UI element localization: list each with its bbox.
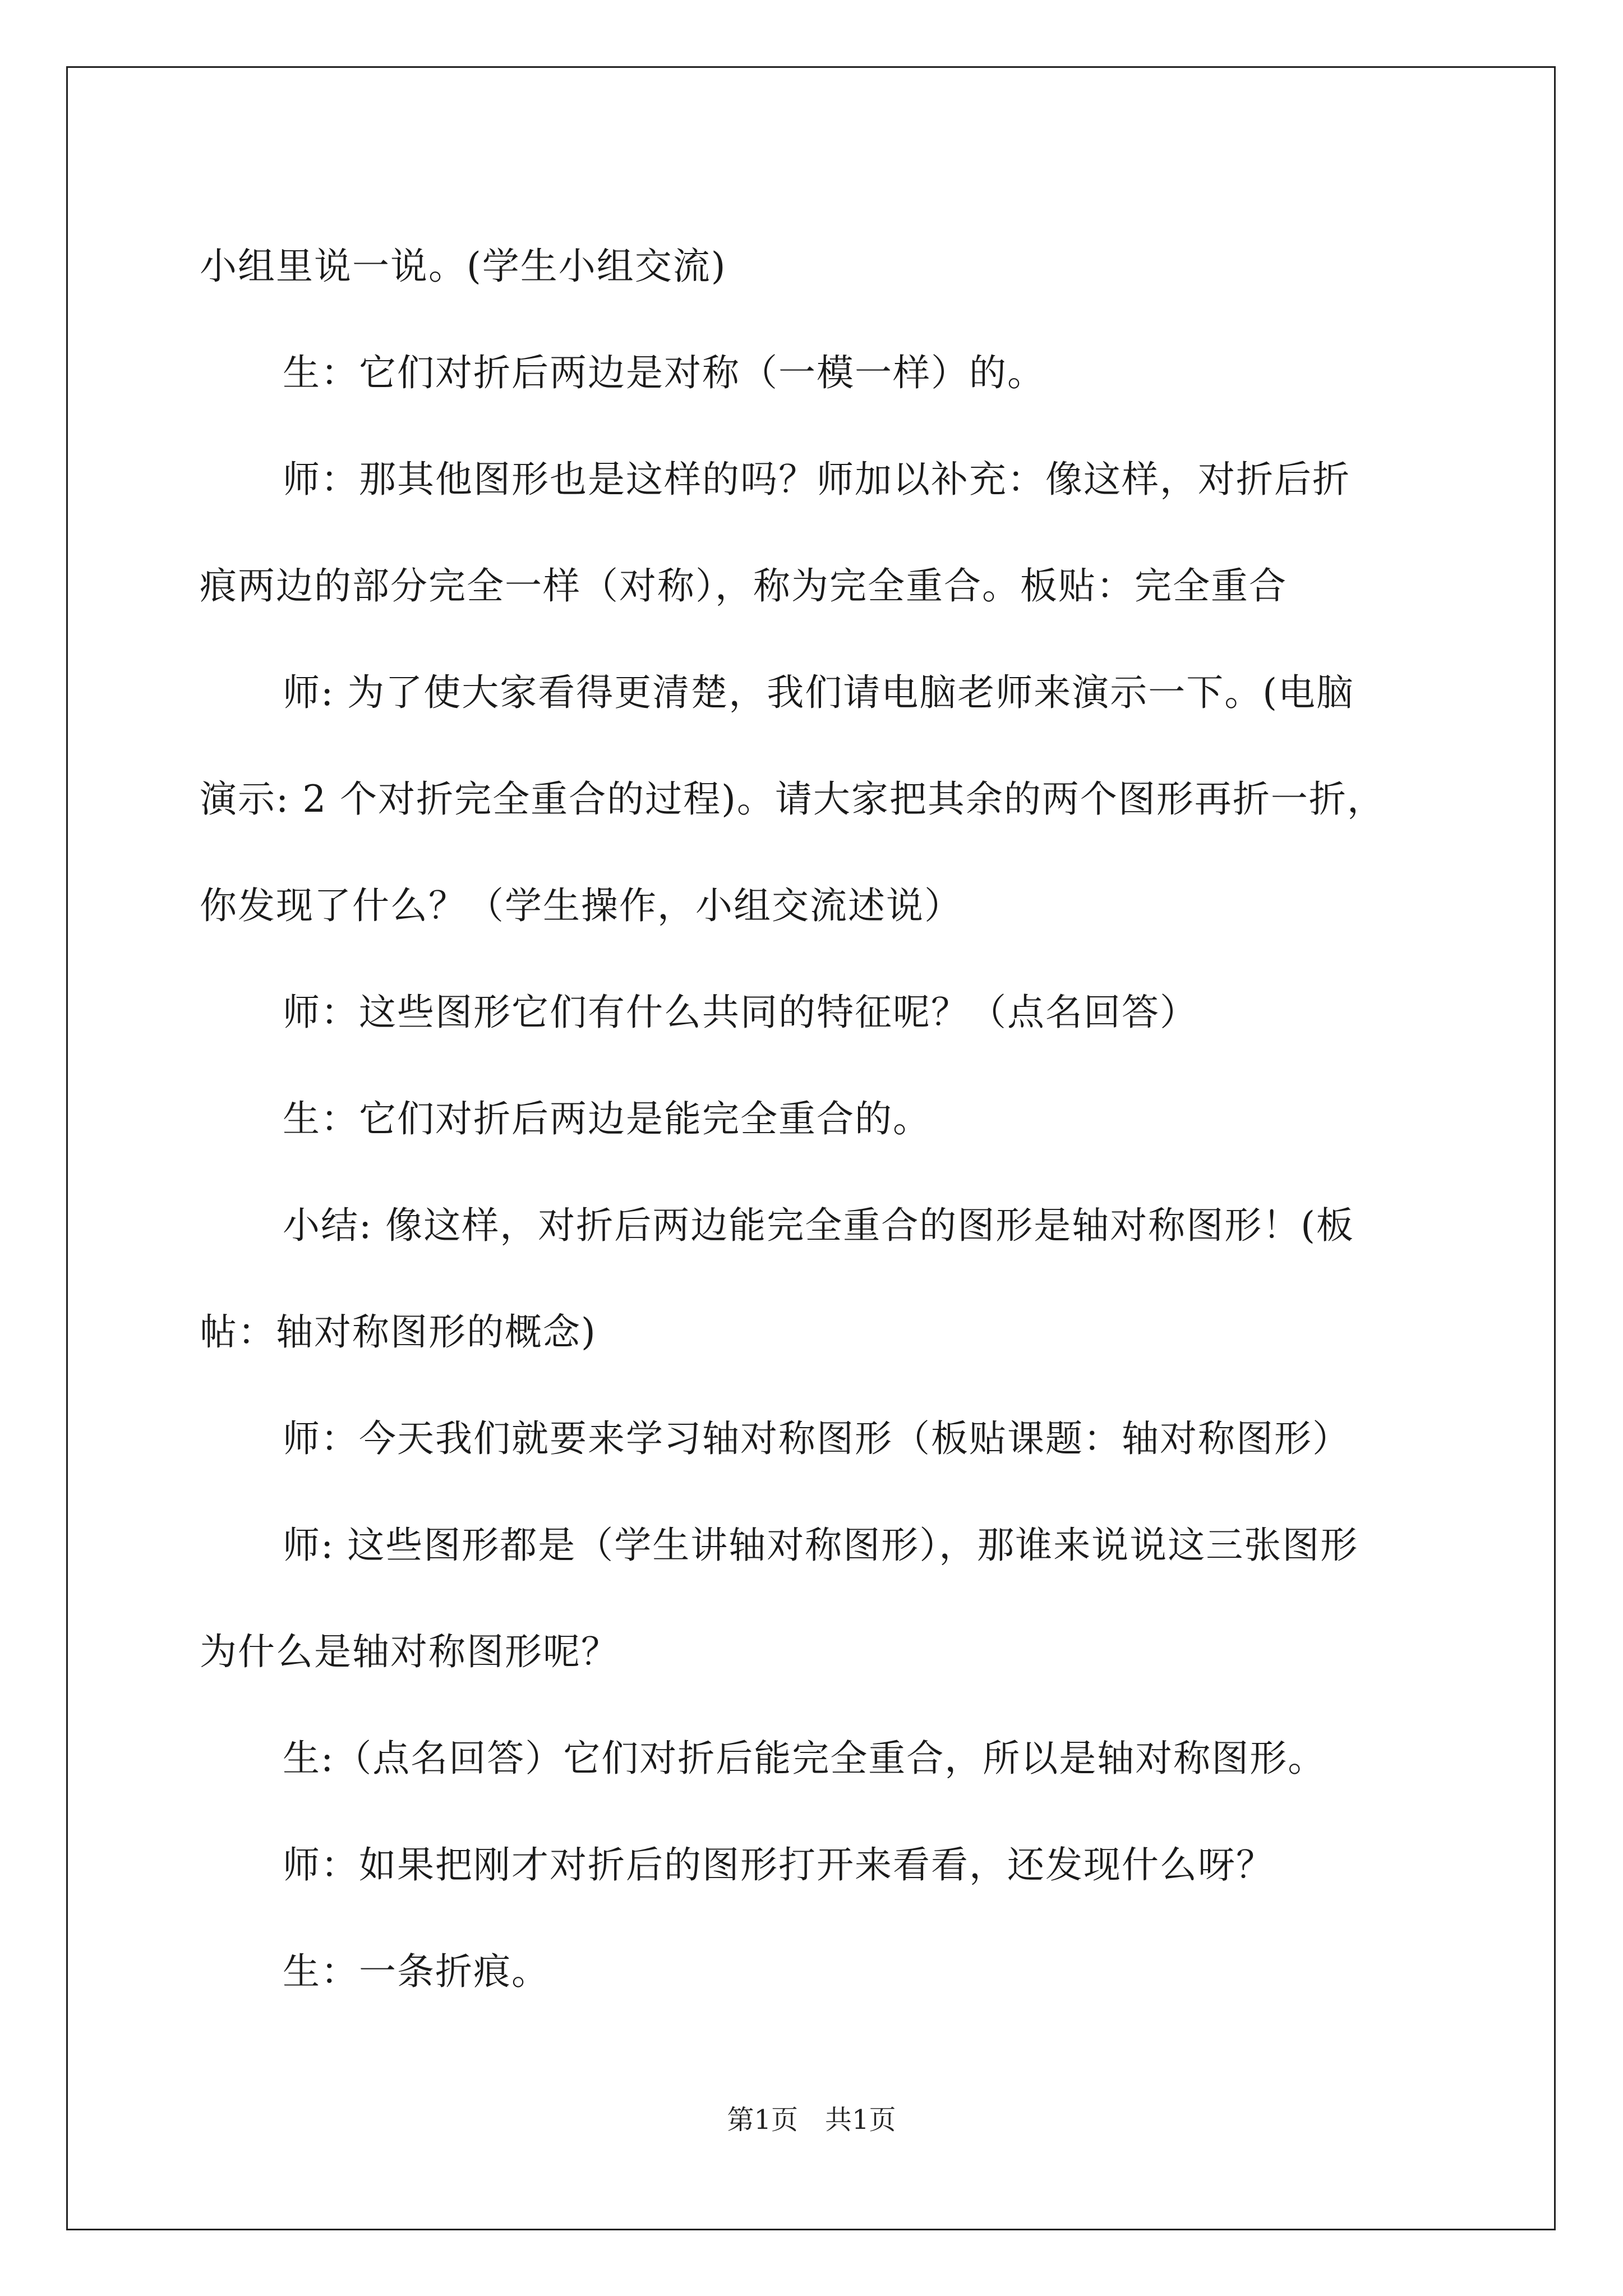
paragraph-line: 生：它们对折后两边是对称（一模一样）的。	[283, 351, 1045, 394]
paragraph-line: 生：一条折痕。	[283, 1950, 550, 1993]
page-number: 第1页	[727, 2104, 798, 2136]
paragraph-line: 痕两边的部分完全一样（对称），称为完全重合。板贴：完全重合	[200, 564, 1287, 608]
paragraph-line: 师：今天我们就要来学习轴对称图形（板贴课题：轴对称图形）	[283, 1417, 1350, 1460]
paragraph-line: 为什么是轴对称图形呢？	[200, 1630, 619, 1673]
paragraph-line: 师：这些图形它们有什么共同的特征呢？（点名回答）	[283, 991, 1198, 1034]
paragraph-line: 小结: 像这样，对折后两边能完全重合的图形是轴对称图形！(板	[283, 1204, 1354, 1247]
paragraph-line: 师: 这些图形都是（学生讲轴对称图形），那谁来说说这三张图形	[283, 1524, 1359, 1567]
paragraph-line: 你发现了什么？（学生操作，小组交流述说）	[200, 884, 962, 927]
document-body	[200, 213, 1433, 2025]
paragraph-line: 师：如果把刚才对折后的图形打开来看看，还发现什么呀？	[283, 1843, 1274, 1887]
paragraph-line: 帖：轴对称图形的概念)	[200, 1310, 597, 1354]
page-total: 共1页	[825, 2104, 896, 2136]
paragraph-line: 师: 为了使大家看得更清楚，我们请电脑老师来演示一下。(电脑	[283, 671, 1354, 714]
paragraph-line: 演示: 2 个对折完全重合的过程)。请大家把其余的两个图形再折一折，	[200, 777, 1385, 821]
paragraph-line: 师：那其他图形也是这样的吗？师加以补充：像这样，对折后折	[283, 458, 1350, 501]
paragraph-line: 生:（点名回答）它们对折后能完全重合，所以是轴对称图形。	[283, 1737, 1326, 1780]
paragraph-line: 生：它们对折后两边是能完全重合的。	[283, 1097, 931, 1140]
paragraph-line: 小组里说一说。(学生小组交流)	[200, 245, 727, 288]
page-footer	[0, 2098, 1623, 2137]
